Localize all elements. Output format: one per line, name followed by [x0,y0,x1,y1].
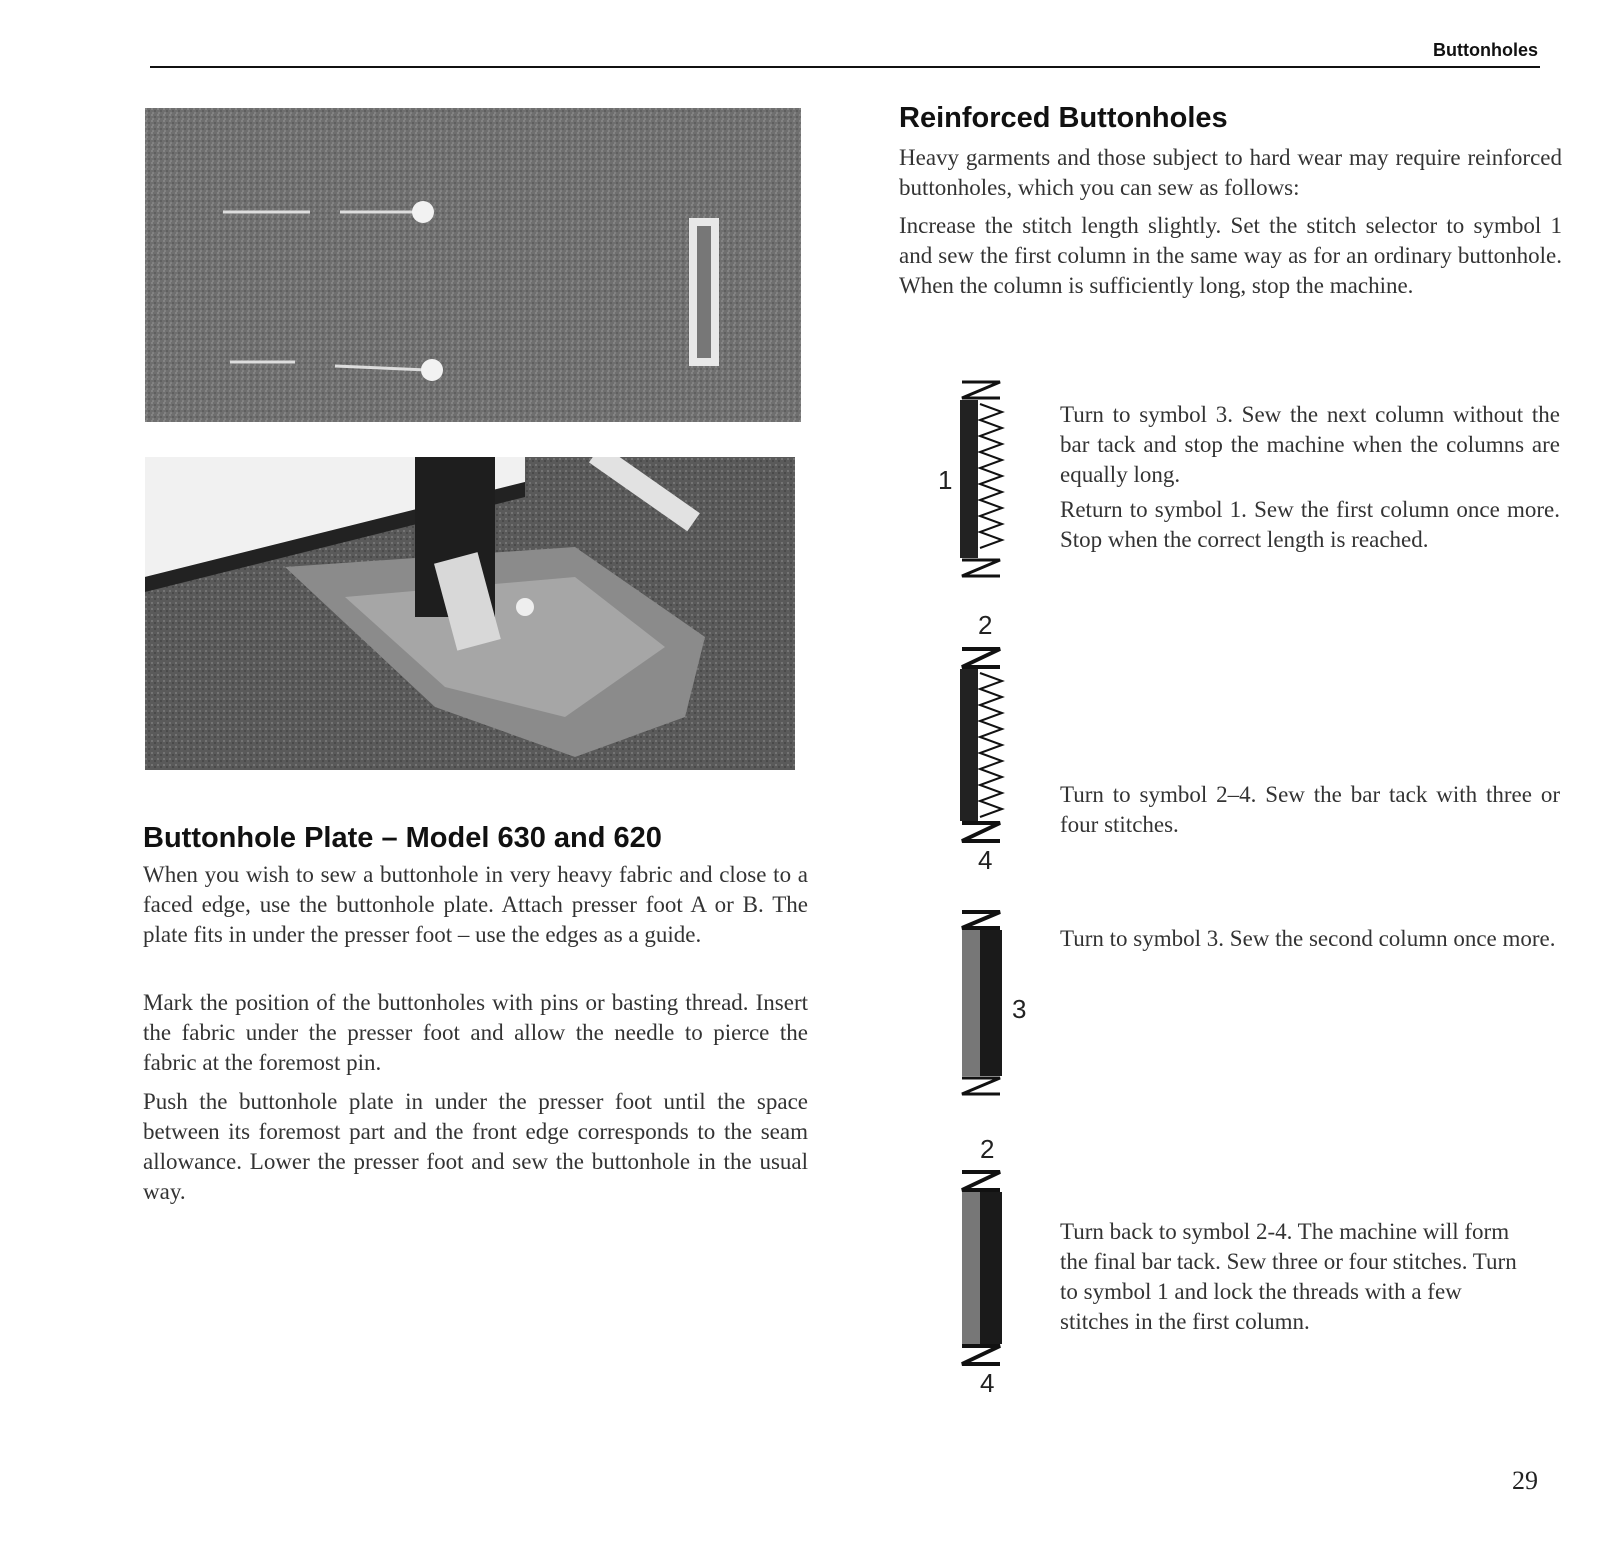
step-text-1: Turn to symbol 3. Sew the next column without the bar tack and stop the machine when the columns are equally long. [1060,402,1560,487]
stitch-symbol-1-icon [958,378,1008,585]
stitch-symbol-3-icon [958,908,1008,1103]
right-heading: Reinforced Buttonholes [899,102,1228,134]
step-text-4: Turn to symbol 3. Sew the second column once more. [1060,926,1556,951]
stitch-symbol-2-4-icon [958,645,1008,850]
step-text-5: Turn back to symbol 2-4. The machine will form the final bar tack. Sew three or four stitches. Turn to symbol 1 and lock the threads with a few stitches in the first column. [1060,1219,1517,1334]
symbol-label-3: 3 [1012,994,1027,1024]
symbol-label-2: 2 [978,610,993,640]
symbol-label-1: 1 [938,465,953,495]
step-text-3: Turn to symbol 2–4. Sew the bar tack with three or four stitches. [1060,782,1560,837]
header-rule [150,66,1540,68]
left-paragraph-2: Mark the position of the buttonholes with pins or basting thread. Insert the fabric under the presser foot and allow the needle to pierce the fabric at the foremost pin. [143,990,808,1075]
right-paragraph-1: Heavy garments and those subject to hard wear may require reinforced buttonholes, which you can sew as follows: [899,145,1562,200]
left-paragraph-3: Push the buttonhole plate in under the presser foot until the space between its foremost part and the front edge corresponds to the seam allowance. Lower the presser foot and sew the buttonhole in the usual way. [143,1089,808,1204]
step-text-2: Return to symbol 1. Sew the first column once more. Stop when the correct length is reached. [1060,497,1560,552]
photo-pinned-fabric [145,108,801,422]
symbol-label-2-final: 2 [980,1134,995,1164]
left-paragraph-1: When you wish to sew a buttonhole in very heavy fabric and close to a faced edge, use the buttonhole plate. Attach presser foot A or B. The plate fits in under the presser foot – use the edges as a guide. [143,862,808,947]
left-heading: Buttonhole Plate – Model 630 and 620 [143,822,662,854]
photo-presser-foot [145,457,795,770]
section-header: Buttonholes [1433,40,1538,60]
page-number: 29 [1512,1466,1538,1495]
symbol-label-4-final: 4 [980,1368,995,1398]
stitch-symbol-2-4-final-icon [958,1168,1008,1373]
right-paragraph-2: Increase the stitch length slightly. Set the stitch selector to symbol 1 and sew the first column in the same way as for an ordinary buttonhole. When the column is sufficiently long, stop the machine. [899,213,1562,298]
symbol-label-4: 4 [978,845,993,875]
